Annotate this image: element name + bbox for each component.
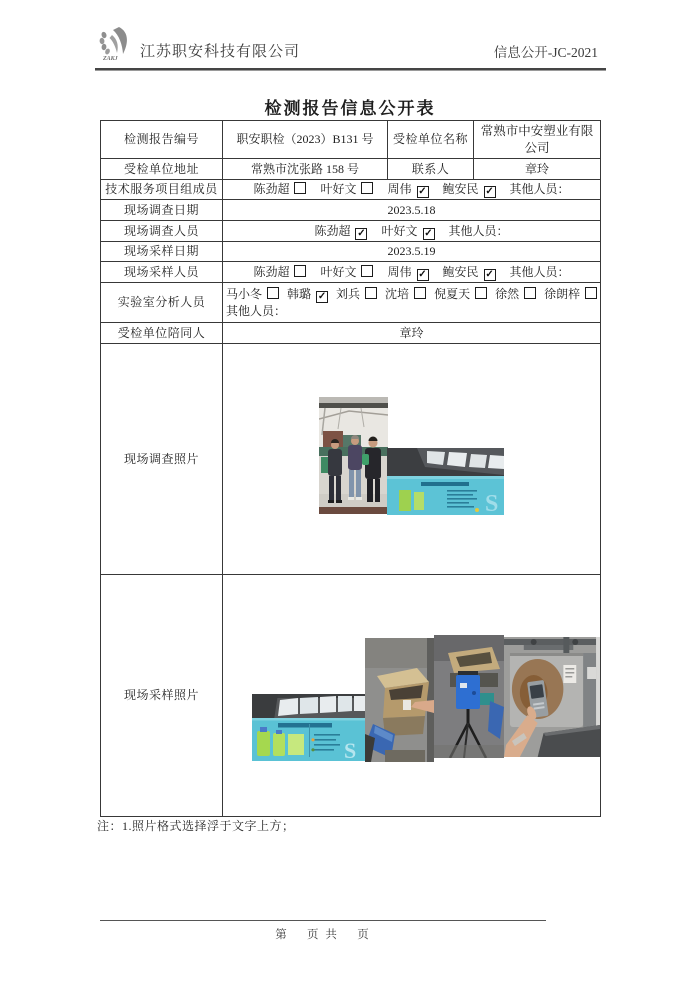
table-row	[101, 242, 601, 262]
sampling-date-value: 2023.5.19	[223, 242, 601, 262]
header-rule	[95, 68, 606, 71]
company-name: 江苏职安科技有限公司	[140, 44, 301, 60]
page-title: 检测报告信息公开表	[264, 99, 436, 118]
person-entry	[387, 265, 428, 279]
table-row	[101, 159, 601, 180]
other-personnel-label: 其他人员：	[509, 182, 570, 196]
person-name: 韩璐	[287, 286, 312, 301]
survey-date-value: 2023.5.18	[223, 200, 601, 221]
lab-staff-label: 实验室分析人员	[101, 283, 223, 323]
survey-photo-factory	[319, 397, 388, 514]
team-label: 技术服务项目组成员	[101, 180, 223, 200]
unit-name-label: 受检单位名称	[388, 121, 474, 159]
contact-label: 联系人	[388, 159, 474, 180]
person-name: 叶好文	[381, 223, 418, 238]
person-name: 徐朗梓	[544, 286, 581, 301]
sign-watermark: S	[344, 738, 357, 761]
person-entry	[385, 287, 426, 301]
checkbox-checked: ✓	[317, 290, 327, 302]
sampling-photo-handheld-meter	[504, 637, 600, 757]
checkbox-unchecked	[361, 265, 373, 277]
person-name: 鲍安民	[442, 182, 479, 196]
sampling-photo-tripod-meter	[434, 635, 504, 758]
footer-rule	[100, 920, 546, 921]
checkbox-checked: ✓	[424, 227, 433, 239]
logo-text: ZAKJ	[103, 56, 118, 62]
note-text: 注：1.照片格式选择浮于文字上方；	[97, 819, 295, 833]
doc-code: 信息公开-JC-2021	[493, 45, 598, 60]
checkbox-checked: ✓	[418, 186, 427, 197]
person-name: 叶好文	[320, 264, 357, 279]
lab-staff-line1	[226, 286, 597, 303]
person-name: 陈劲超	[314, 223, 351, 238]
person-entry	[443, 265, 496, 279]
checkbox-checked: ✓	[485, 186, 494, 197]
survey-photo-signboard	[387, 448, 504, 515]
person-entry	[544, 287, 597, 301]
person-name: 沈培	[385, 286, 410, 301]
person-name: 刘兵	[336, 286, 361, 301]
person-entry	[434, 287, 487, 301]
other-personnel-label: 其他人员：	[448, 223, 509, 238]
sampling-photo-hopper	[365, 638, 434, 762]
checkbox-unchecked	[361, 182, 373, 194]
checkbox-checked: ✓	[418, 268, 427, 280]
person-name: 鲍安民	[442, 264, 479, 279]
unit-addr-label: 受检单位地址	[101, 159, 223, 180]
person-name: 陈劲超	[253, 264, 290, 279]
checkbox-unchecked	[414, 287, 426, 299]
person-entry	[314, 224, 367, 238]
person-name: 陈劲超	[253, 182, 290, 196]
checkbox-checked: ✓	[357, 227, 366, 239]
sampling-photo-signboard	[252, 694, 365, 761]
escort-label: 受检单位陪同人	[101, 323, 223, 344]
lab-staff-suffix: 其他人员：	[226, 303, 287, 318]
table-row	[101, 575, 601, 817]
person-name: 倪夏天	[434, 286, 471, 301]
person-entry	[443, 182, 496, 196]
checkbox-unchecked	[294, 182, 306, 194]
escort-value: 章玲	[223, 323, 601, 344]
other-personnel-label: 其他人员：	[509, 264, 570, 279]
checkbox-unchecked	[524, 287, 536, 299]
person-entry	[495, 287, 536, 301]
contact-value: 章玲	[474, 159, 601, 180]
table-row	[101, 121, 601, 159]
table-row	[101, 221, 601, 242]
table-row	[101, 323, 601, 344]
person-entry	[320, 182, 373, 196]
report-no-label: 检测报告编号	[101, 121, 223, 159]
unit-name-value: 常熟市中安塑业有限公司	[474, 121, 601, 159]
sampling-staff-label: 现场采样人员	[101, 262, 223, 283]
footer-page-number: 第 页 共 页	[275, 929, 371, 941]
person-entry	[253, 182, 306, 196]
table-row	[101, 262, 601, 283]
survey-staff-label: 现场调查人员	[101, 221, 223, 242]
sampling-photos-label: 现场采样照片	[101, 575, 223, 817]
person-entry	[226, 287, 279, 301]
survey-photos-label: 现场调查照片	[101, 344, 223, 575]
person-name: 周伟	[387, 264, 412, 279]
logo-mark-icon	[97, 26, 137, 62]
person-name: 叶好文	[320, 182, 357, 196]
checkbox-unchecked	[585, 287, 597, 299]
table-row	[101, 200, 601, 221]
table-row	[101, 180, 601, 200]
person-entry	[287, 287, 328, 301]
survey-photos-cell	[223, 344, 601, 575]
person-entry	[320, 265, 373, 279]
table-row	[101, 283, 601, 323]
sampling-staff-members	[223, 262, 601, 283]
person-name: 马小冬	[226, 286, 263, 301]
checkbox-unchecked	[294, 265, 306, 277]
person-entry	[381, 224, 434, 238]
lab-staff-members	[223, 283, 601, 323]
checkbox-checked: ✓	[485, 268, 494, 280]
checkbox-unchecked	[267, 287, 279, 299]
report-table	[100, 120, 601, 817]
person-name: 徐然	[495, 286, 520, 301]
table-row	[101, 344, 601, 575]
checkbox-unchecked	[365, 287, 377, 299]
person-entry	[336, 287, 377, 301]
survey-staff-members	[223, 221, 601, 242]
person-name: 周伟	[387, 182, 412, 196]
team-members	[223, 180, 601, 200]
person-entry	[253, 265, 306, 279]
survey-date-label: 现场调查日期	[101, 200, 223, 221]
checkbox-unchecked	[475, 287, 487, 299]
person-entry	[387, 182, 428, 196]
sampling-date-label: 现场采样日期	[101, 242, 223, 262]
sign-watermark: S	[485, 491, 499, 515]
sampling-photos-cell	[223, 575, 601, 817]
report-no-value: 职安职检（2023）B131 号	[223, 121, 388, 159]
unit-addr-value: 常熟市沈张路 158 号	[223, 159, 388, 180]
